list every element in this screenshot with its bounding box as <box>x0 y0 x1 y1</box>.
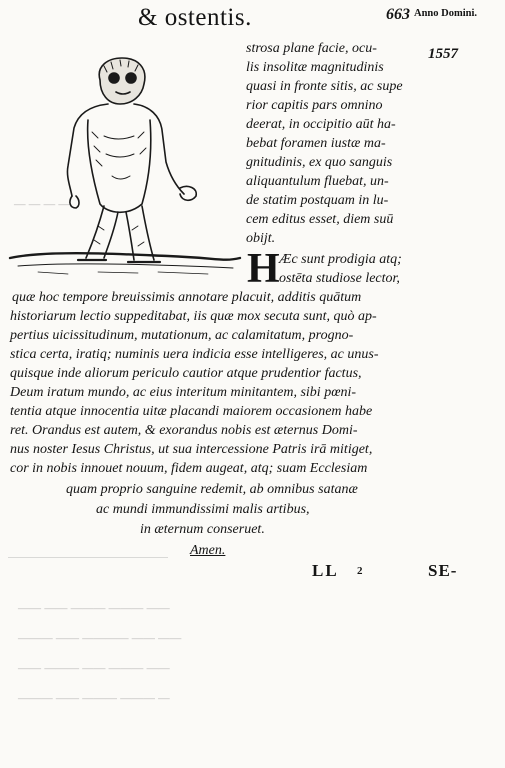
text-line: lis insolitæ magnitudinis <box>246 60 384 75</box>
text-line: ret. Orandus est autem, & exorandus nobis est æternus Domi- <box>10 423 358 438</box>
page-number: 663 <box>386 6 410 23</box>
text-line: bebat foramen iustæ ma- <box>246 136 386 151</box>
text-line: gnitudinis, ex quo sanguis <box>246 155 393 170</box>
bleed-through-text: —— —— ——— ——— —— <box>18 600 170 615</box>
text-line: quam proprio sanguine redemit, ab omnibus satanæ <box>66 482 358 497</box>
margin-year: 1557 <box>428 46 458 62</box>
text-line: quasi in fronte sitis, ac supe <box>246 79 403 94</box>
text-line: quæ hoc tempore breuissimis annotare placuit, additis quātum <box>12 290 362 305</box>
bleed-through-text: — — — — <box>14 196 70 211</box>
text-line: nus noster Iesus Christus, ut sua intercessione Patris irā mitiget, <box>10 442 373 457</box>
text-line: stica certa, iratiq; numinis uera indicia esse intelligeres, ac unus- <box>10 347 379 362</box>
text-line: tentia atque innocentia uitæ placandi maiorem occasionem habe <box>10 404 373 419</box>
signature-number: 2 <box>357 565 363 577</box>
text-line: strosa plane facie, ocu- <box>246 41 377 56</box>
text-line: ac mundi immundissimi malis artibus, <box>96 502 310 517</box>
bleed-through-rule <box>8 557 168 558</box>
text-line: rior capitis pars omnino <box>246 98 383 113</box>
bleed-through-text: ——— —— ——— ——— — <box>18 690 170 705</box>
catchword: SE- <box>428 561 458 580</box>
signature-mark: LL <box>312 561 339 580</box>
text-line: de statim postquam in lu- <box>246 193 389 208</box>
text-line: Æc sunt prodigia atq; <box>279 252 402 267</box>
text-line: ostēta studiose lector, <box>279 271 400 286</box>
running-head: & ostentis. <box>138 4 252 31</box>
text-line: historiarum lectio suppeditabat, iis quæ mox secuta sunt, quò ap- <box>10 309 377 324</box>
text-line: aliquantulum fluebat, un- <box>246 174 389 189</box>
text-line: in æternum conseruet. <box>140 522 265 537</box>
text-line: deerat, in occipitio aūt ha- <box>246 117 396 132</box>
text-line: Deum iratum mundo, ac eius interitum minitantem, sibi pœni- <box>10 385 357 400</box>
drop-cap: H <box>247 246 280 292</box>
text-line: obijt. <box>246 231 276 246</box>
bleed-through-text: ——— —— ———— —— —— <box>18 630 182 645</box>
woodcut-figure-illustration <box>8 36 243 286</box>
text-line: cem editus esset, diem suū <box>246 212 394 227</box>
text-line: pertius uicissitudinum, mutationum, ac calamitatum, progno- <box>10 328 354 343</box>
margin-note: Anno Domini. <box>414 8 478 19</box>
bleed-through-text: —— ——— —— ——— —— <box>18 660 170 675</box>
text-line: cor in nobis innouet nouum, fidem augeat, atq; suam Ecclesiam <box>10 461 368 476</box>
closing-amen: Amen. <box>190 543 226 558</box>
text-line: quisque inde aliorum periculo cautior atque prudentior factus, <box>10 366 362 381</box>
